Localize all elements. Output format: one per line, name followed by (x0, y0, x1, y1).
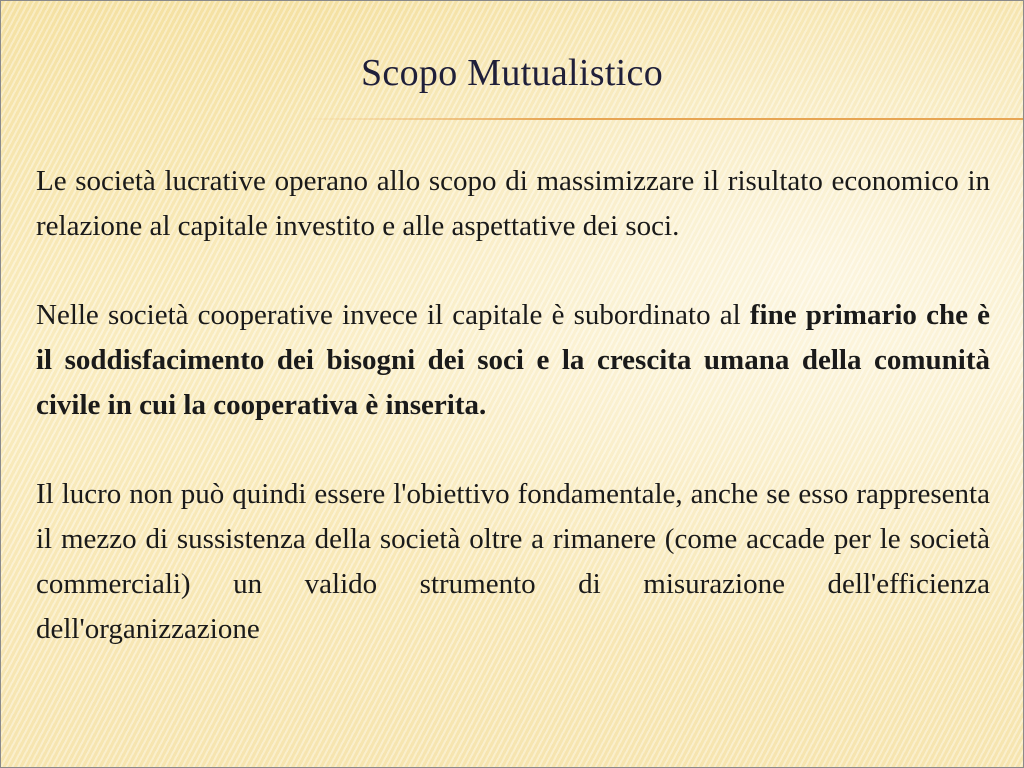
slide-title: Scopo Mutualistico (361, 52, 663, 94)
paragraph-cooperative-text: Nelle società cooperative invece il capitale è subordinato al (36, 299, 750, 331)
paragraph-cooperative (36, 293, 990, 428)
paragraph-lucrative: Le società lucrative operano allo scopo di massimizzare il risultato economico in relazione al capitale investito e alle aspettative dei soci. (36, 165, 990, 242)
slide-body (36, 159, 990, 696)
paragraph-profit: Il lucro non può quindi essere l'obiettivo fondamentale, anche se esso rappresenta il mezzo di sussistenza della società oltre a rimanere (come accade per le società commerciali) un valido strumento di misurazione dell'efficienza dell'organizzazione (36, 478, 990, 645)
paragraph-cooperative-emphasis: fine primario che è il soddisfacimento dei bisogni dei soci e la crescita umana della comunità civile in cui la cooperativa è inserita. (36, 299, 990, 421)
title-underline (301, 118, 1023, 120)
